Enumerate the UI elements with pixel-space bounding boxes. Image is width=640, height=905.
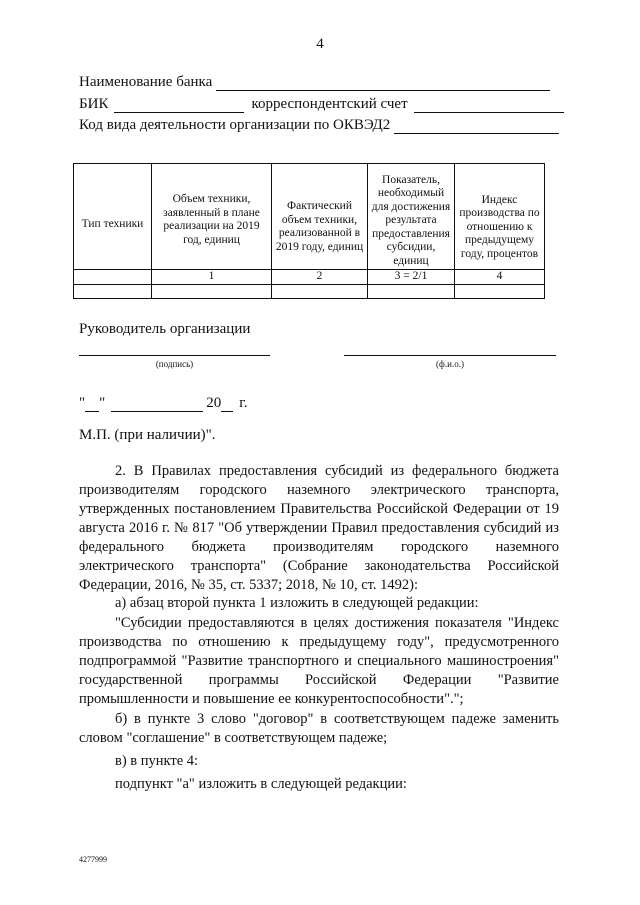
bik-label: БИК xyxy=(79,96,109,112)
corr-account-label: корреспондентский счет xyxy=(251,96,408,112)
paragraph-4: б) в пункте 3 слово "договор" в соответствующем падеже заменить словом "соглашение" в соответствующем падеже; xyxy=(79,711,559,746)
bik-blank xyxy=(114,98,244,113)
okved-row xyxy=(79,117,559,134)
number-cell: 3 = 2/1 xyxy=(368,270,455,285)
number-cell xyxy=(74,270,152,285)
header-cell: Показатель, необходимый для достижения результата предоставления субсидии, единиц xyxy=(368,164,455,270)
table-data-row xyxy=(74,285,545,299)
table-number-row xyxy=(74,270,545,285)
header-cell: Фактический объем техники, реализованной в 2019 году, единиц xyxy=(272,164,368,270)
okved-blank xyxy=(394,119,559,134)
number-cell: 2 xyxy=(272,270,368,285)
header-cell: Тип техники xyxy=(74,164,152,270)
header-cell: Индекс производства по отношению к предыдущему году, процентов xyxy=(455,164,545,270)
month-blank xyxy=(111,397,203,412)
head-of-organization-label: Руководитель организации xyxy=(79,321,251,337)
paragraph-1: 2. В Правилах предоставления субсидий из федерального бюджета производителям городского наземного электрического транспорта, утвержденных постановлением Правительства Российской Федерации от 19 августа 2016 г. № 817 "Об утверждении Правил предоставления субсидий из федерального бюджета производителям городского наземного электрического транспорта" (Собрание законодательства Российской Федерации, 2016, № 35, ст. 5337; 2018, № 10, ст. 1492): xyxy=(79,463,559,593)
date-line: " " 20 г. xyxy=(79,395,248,411)
bank-name-blank xyxy=(216,76,550,91)
number-cell: 4 xyxy=(455,270,545,285)
table-header-row xyxy=(74,164,545,270)
technique-table xyxy=(73,163,545,299)
paragraph-3: "Субсидии предоставляются в целях достижения показателя "Индекс производства по отношению к предыдущему году", предусмотренного подпрограммой "Развитие транспортного и специального машиностроения" государственной программы Российской Федерации "Развитие промышленности и повышение ее конкурентоспособности"."; xyxy=(79,615,559,707)
year-blank xyxy=(221,397,233,412)
bank-name-label: Наименование банка xyxy=(79,74,213,90)
bank-name-row xyxy=(79,74,550,91)
corr-account-blank xyxy=(414,98,564,113)
bik-row xyxy=(79,96,564,113)
paragraph-2: а) абзац второй пункта 1 изложить в следующей редакции: xyxy=(115,595,479,611)
number-cell: 1 xyxy=(152,270,272,285)
full-name-line xyxy=(344,355,556,356)
okved-label: Код вида деятельности организации по ОКВЭД2 xyxy=(79,117,391,133)
day-blank xyxy=(85,397,99,412)
document-code: 4277999 xyxy=(79,855,107,864)
paragraph-5: в) в пункте 4: xyxy=(115,753,199,769)
signature-caption: (подпись) xyxy=(155,359,194,369)
paragraph-6: подпункт "а" изложить в следующей редакции: xyxy=(115,776,407,792)
signature-line xyxy=(79,355,270,356)
page-number: 4 xyxy=(316,36,324,52)
stamp-text: М.П. (при наличии)". xyxy=(79,427,216,443)
full-name-caption: (ф.и.о.) xyxy=(436,359,464,369)
header-cell: Объем техники, заявленный в плане реализации на 2019 год, единиц xyxy=(152,164,272,270)
